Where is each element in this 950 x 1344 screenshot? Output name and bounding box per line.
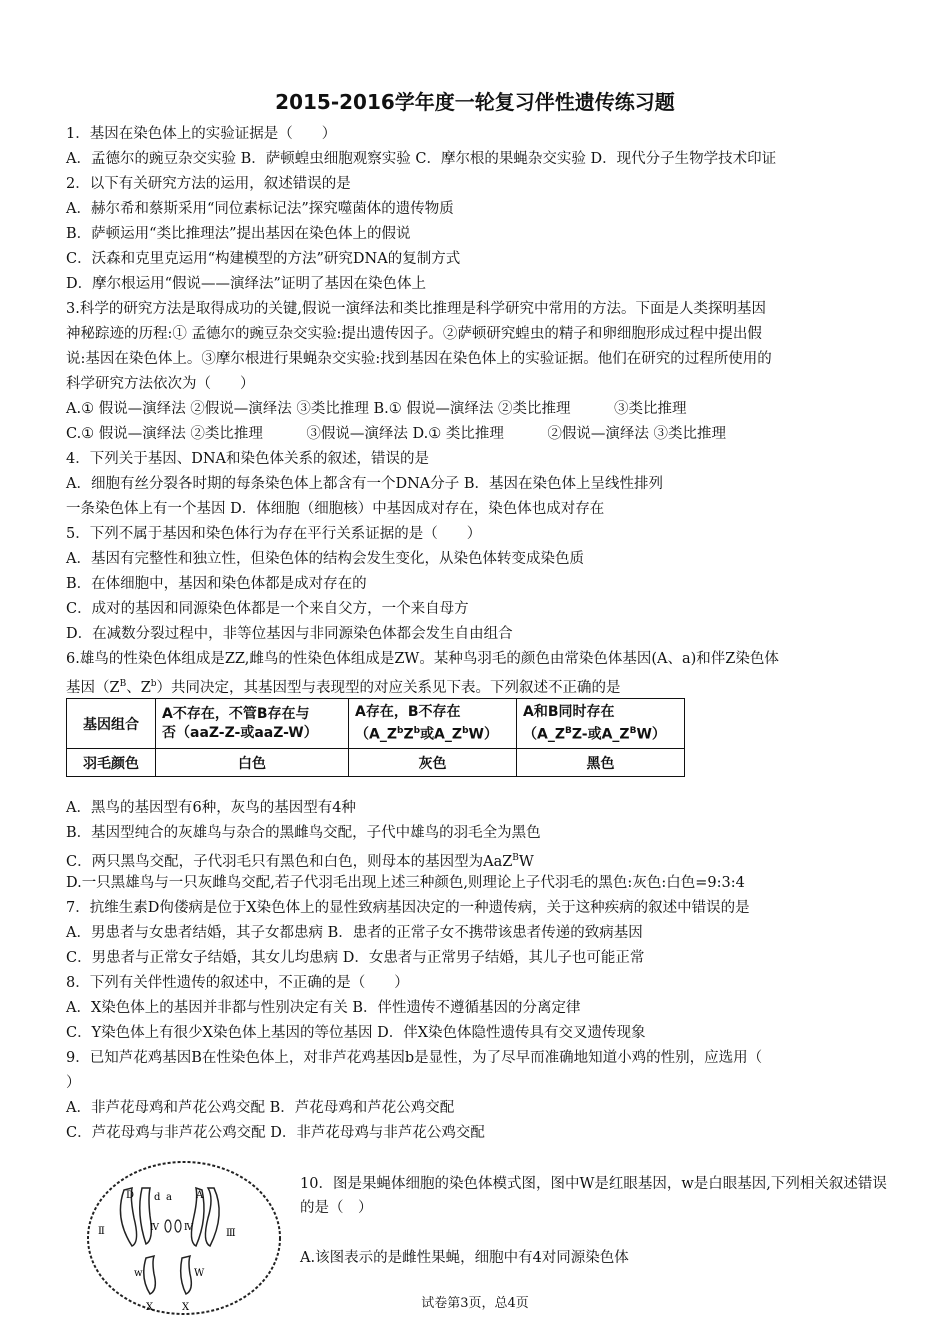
text-line: A.① 假说—演绎法 ②假说—演绎法 ③类比推理 B.① 假说—演绎法 ②类比推理 ③类比推理 — [66, 401, 687, 417]
text-line: A．非芦花母鸡和芦花公鸡交配 B．芦花母鸡和芦花公鸡交配 — [66, 1100, 455, 1116]
text-line: 1．基因在染色体上的实验证据是（ ） — [66, 126, 337, 142]
chromosome-label: X — [182, 1302, 190, 1313]
text-line: B．基因型纯合的灰雄鸟与杂合的黑雌鸟交配，子代中雄鸟的羽毛全为黑色 — [66, 825, 541, 841]
chromosome-label: Ⅳ — [184, 1223, 193, 1233]
table-cell: 黑色 — [517, 749, 685, 777]
text-line: 9．已知芦花鸡基因B在性染色体上，对非芦花鸡基因b是显性，为了尽早而准确地知道小鸡的性别，应选用（ — [66, 1050, 763, 1066]
question-stem: 10．图是果蝇体细胞的染色体模式图，图中W是红眼基因，w是白眼基因,下列相关叙述错误的是（ ） — [300, 1176, 887, 1216]
text-line: 6.雄鸟的性染色体组成是ZZ,雌鸟的性染色体组成是ZW。某种鸟羽毛的颜色由常染色体基因(A、a)和伴Z染色体 — [66, 651, 779, 667]
questions-part-2 — [66, 796, 896, 1146]
question-10 — [300, 1172, 890, 1270]
text-line: 8．下列有关伴性遗传的叙述中，不正确的是（ ） — [66, 975, 409, 991]
table-header: A和B同时存在 （$A\_Z^BZ-$或$A\_Z^BW$） — [517, 699, 685, 749]
table-header: A存在，B不存在 （$A\_Z^bZ^b$或$A\_Z^bW$） — [349, 699, 517, 749]
text-line: A．细胞有丝分裂各时期的每条染色体上都含有一个DNA分子 B．基因在染色体上呈线性排列 — [66, 476, 664, 492]
text-line: C．两只黑鸟交配，子代羽毛只有黑色和白色，则母本的基因型为AaZ$^B$W — [66, 853, 534, 870]
text-line: 4．下列关于基因、DNA和染色体关系的叙述，错误的是 — [66, 451, 430, 467]
text-line: C．Y染色体上有很少X染色体上基因的等位基因 D．伴X染色体隐性遗传具有交叉遗传现象 — [66, 1025, 646, 1041]
gene-label: A — [196, 1190, 204, 1201]
option-a: A.该图表示的是雌性果蝇，细胞中有4对同源染色体 — [300, 1250, 629, 1266]
text-line: A．男患者与女患者结婚，其子女都患病 B．患者的正常子女不携带该患者传递的致病基因 — [66, 925, 643, 941]
chromosome-label: Ⅲ — [226, 1228, 236, 1239]
text-line: C.① 假说—演绎法 ②类比推理 ③假说—演绎法 D.① 类比推理 ②假说—演绎法 ③类比推理 — [66, 426, 726, 442]
gene-label: d — [154, 1192, 161, 1203]
gene-label: a — [166, 1192, 172, 1203]
text-line: D．摩尔根运用“假说——演绎法”证明了基因在染色体上 — [66, 276, 426, 292]
chromosome-label: Ⅱ — [98, 1226, 105, 1237]
page-title: 2015-2016学年度一轮复习伴性遗传练习题 — [275, 90, 675, 114]
gene-label: D — [126, 1190, 135, 1201]
gene-label: w — [134, 1268, 143, 1279]
table-cell: 灰色 — [349, 749, 517, 777]
text-line: A．黑鸟的基因型有6种，灰鸟的基因型有4种 — [66, 800, 356, 816]
text-line: A．基因有完整性和独立性，但染色体的结构会发生变化，从染色体转变成染色质 — [66, 551, 584, 567]
text-line: D．在减数分裂过程中，非等位基因与非同源染色体都会发生自由组合 — [66, 626, 513, 642]
gene-label: W — [194, 1268, 205, 1279]
questions-part-1 — [66, 122, 896, 697]
text-line: 7．抗维生素D佝偻病是位于X染色体上的显性致病基因决定的一种遗传病，关于这种疾病的叙述中错误的是 — [66, 900, 750, 916]
text-line: B．萨顿运用“类比推理法”提出基因在染色体上的假说 — [66, 226, 411, 242]
text-line: A．孟德尔的豌豆杂交实验 B．萨顿蝗虫细胞观察实验 C．摩尔根的果蝇杂交实验 D．现代分子生物学技术印证 — [66, 151, 777, 167]
text-line: A．X染色体上的基因并非都与性别决定有关 B．伴性遗传不遵循基因的分离定律 — [66, 1000, 581, 1016]
text-line: 一条染色体上有一个基因 D．体细胞（细胞核）中基因成对存在，染色体也成对存在 — [66, 501, 605, 517]
text-line: 基因（$Z^B$、$Z^b$）共同决定，其基因型与表现型的对应关系见下表。下列叙述不正确的是 — [66, 679, 621, 696]
text-line: C．沃森和克里克运用“构建模型的方法”研究DNA的复制方式 — [66, 251, 461, 267]
table-header: A不存在，不管B存在与 否（aaZ-Z-或aaZ-W） — [156, 699, 349, 749]
text-line: A．赫尔希和蔡斯采用“同位素标记法”探究噬菌体的遗传物质 — [66, 201, 454, 217]
chromosome-label: X — [146, 1302, 154, 1313]
text-line: B．在体细胞中，基因和染色体都是成对存在的 — [66, 576, 367, 592]
text-line: 5．下列不属于基因和染色体行为存在平行关系证据的是（ ） — [66, 526, 482, 542]
text-line: 神秘踪迹的历程:① 孟德尔的豌豆杂交实验:提出遗传因子。②萨顿研究蝗虫的精子和卵细胞形成过程中提出假 — [66, 326, 762, 342]
text-line: 科学研究方法依次为（ ） — [66, 376, 255, 392]
text-line: D.一只黑雄鸟与一只灰雌鸟交配,若子代羽毛出现上述三种颜色,则理论上子代羽毛的黑色:灰色:白色=9:3:4 — [66, 875, 745, 891]
table-cell: 白色 — [156, 749, 349, 777]
chromosome-label: Ⅳ — [150, 1223, 159, 1233]
text-line: C．男患者与正常女子结婚，其女儿均患病 D．女患者与正常男子结婚，其儿子也可能正常 — [66, 950, 645, 966]
page-footer: 试卷第3页，总4页 — [421, 1296, 529, 1311]
text-line: 2．以下有关研究方法的运用，叙述错误的是 — [66, 176, 351, 192]
genotype-table — [66, 698, 685, 777]
text-line: ） — [66, 1075, 81, 1091]
text-line: C．芦花母鸡与非芦花公鸡交配 D．非芦花母鸡与非芦花公鸡交配 — [66, 1125, 485, 1141]
text-line: 说:基因在染色体上。③摩尔根进行果蝇杂交实验:找到基因在染色体上的实验证据。他们在研究的过程所使用的 — [66, 351, 772, 367]
text-line: 3.科学的研究方法是取得成功的关键,假说一演绎法和类比推理是科学研究中常用的方法。下面是人类探明基因 — [66, 301, 766, 317]
table-cell: 羽毛颜色 — [67, 749, 156, 777]
table-header: 基因组合 — [67, 699, 156, 749]
text-line: C．成对的基因和同源染色体都是一个来自父方，一个来自母方 — [66, 601, 469, 617]
